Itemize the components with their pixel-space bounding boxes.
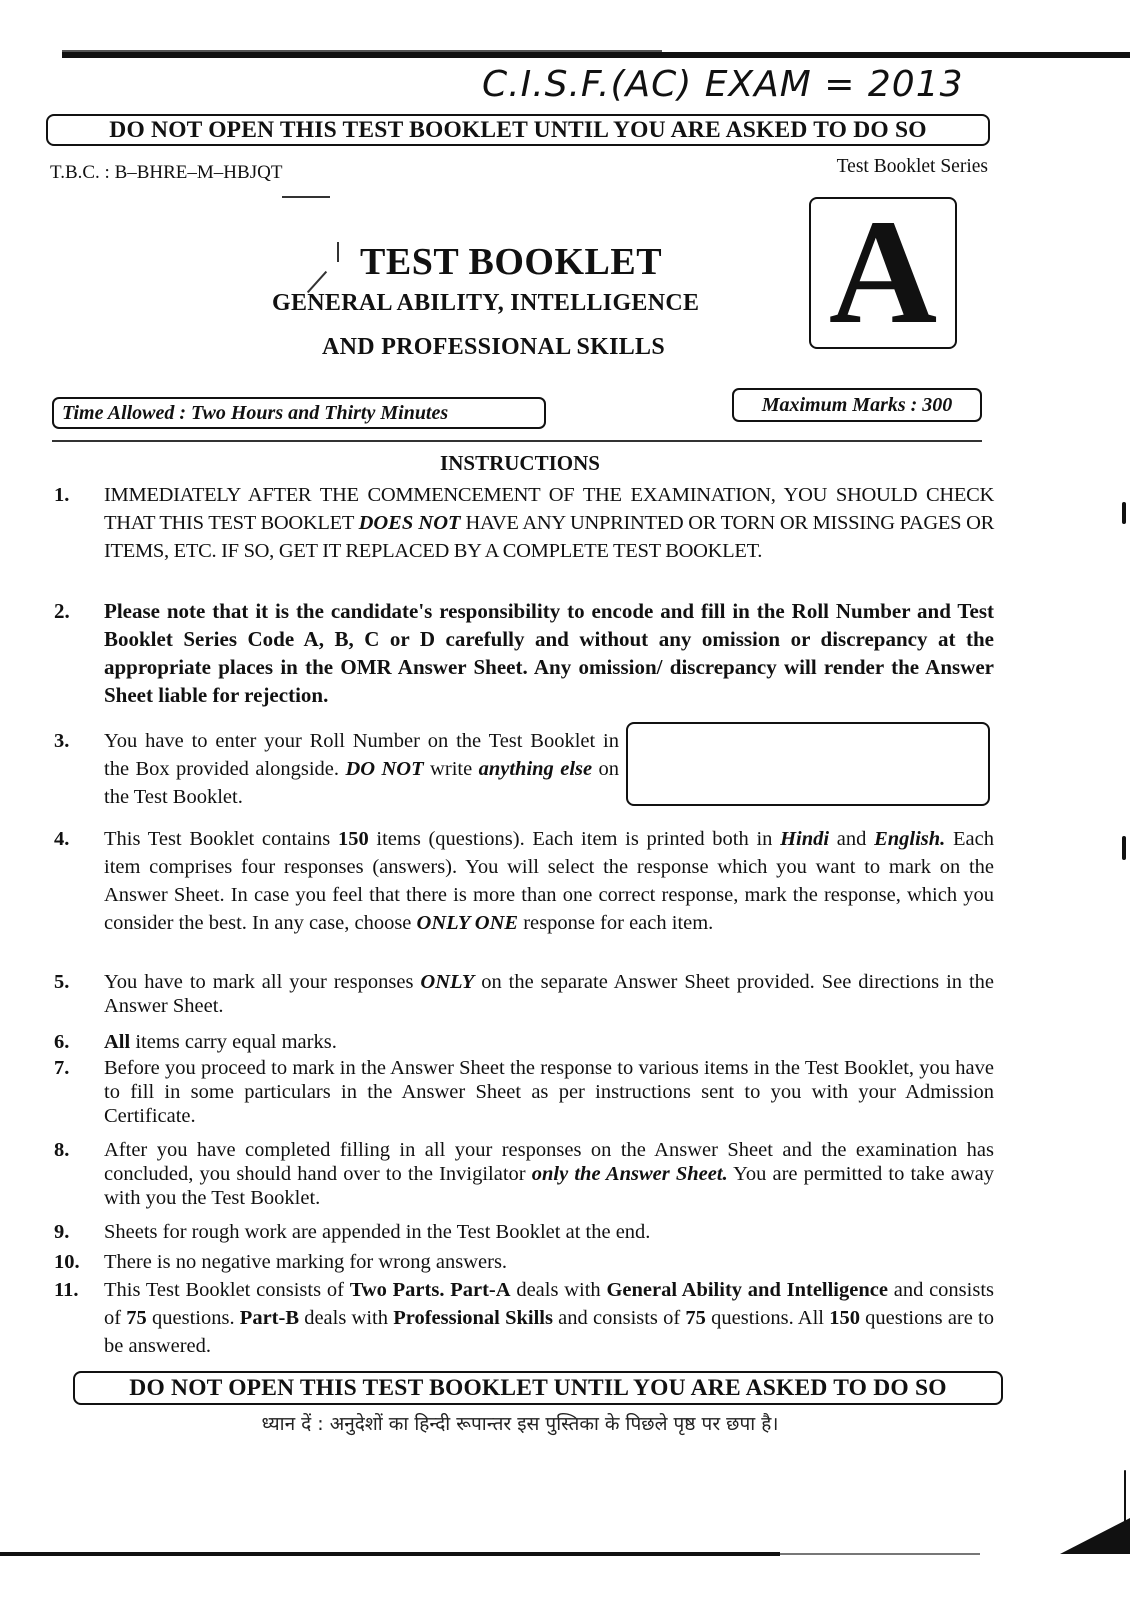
instruction-number: 9. — [54, 1221, 70, 1243]
instruction-text-run: Professional Skills — [393, 1307, 553, 1329]
instruction-text — [104, 1138, 994, 1210]
instruction-text-run: 150 — [829, 1307, 860, 1329]
instruction-item-9 — [54, 1220, 994, 1244]
scan-edge-mark — [1122, 836, 1126, 860]
tbc-underline — [282, 196, 330, 198]
instruction-text-run: and — [829, 828, 875, 850]
instruction-number: 11. — [54, 1279, 79, 1301]
instruction-text-run: DOES NOT — [358, 512, 461, 534]
instruction-number: 8. — [54, 1139, 70, 1161]
instruction-text-run: items carry equal marks. — [130, 1031, 337, 1053]
instruction-item-6 — [54, 1030, 994, 1054]
instruction-item-7 — [54, 1056, 994, 1128]
instruction-text-run: 150 — [337, 828, 369, 850]
instruction-text-run: and consists of — [552, 1307, 686, 1329]
instruction-text-run: questions are to be answered. — [104, 1307, 995, 1357]
instruction-text-run: on the Test Booklet. — [104, 758, 620, 808]
instruction-number: 10. — [54, 1251, 80, 1273]
instruction-text-run: You have to enter your Roll Number on the Test Booklet in the Box provided alongside. — [104, 730, 619, 780]
instruction-text-run: HAVE ANY UNPRINTED OR TORN OR MISSING PAGES OR ITEMS, ETC. IF SO, GET IT REPLACED BY A COMPLETE TEST BOOKLET. — [104, 512, 994, 562]
instruction-text-run: Hindi — [780, 828, 830, 850]
instruction-text — [104, 1276, 994, 1360]
instruction-number: 6. — [54, 1031, 70, 1053]
instruction-text-run: anything else — [478, 758, 593, 780]
instruction-text-run: All — [104, 1031, 131, 1053]
instruction-text-run: Sheets for rough work are appended in the Test Booklet at the end. — [104, 1221, 651, 1243]
instruction-text-run: This Test Booklet contains — [104, 828, 338, 850]
test-booklet-series-label: Test Booklet Series — [836, 156, 988, 177]
instruction-number: 2. — [54, 599, 70, 623]
handwritten-exam-note: C.I.S.F.(AC) EXAM = 2013 — [482, 64, 964, 105]
top-rule — [62, 52, 1130, 58]
instruction-text — [104, 825, 994, 937]
instruction-text-run: Part-B — [239, 1307, 299, 1329]
warning-banner-top: DO NOT OPEN THIS TEST BOOKLET UNTIL YOU ARE ASKED TO DO SO — [46, 114, 990, 146]
instruction-text-run: items (questions). Each item is printed both in — [368, 828, 781, 850]
scan-corner-shadow — [1060, 1518, 1130, 1554]
instruction-text-run: Before you proceed to mark in the Answer Sheet the response to various items in the Test Booklet, you have to fill in some particulars in the Answer Sheet as per instructions sent to you with your Admission Certificate. — [104, 1057, 994, 1127]
instruction-number: 7. — [54, 1057, 70, 1079]
time-allowed-box: Time Allowed : Two Hours and Thirty Minutes — [52, 397, 546, 429]
divider-rule — [52, 440, 982, 442]
instruction-text — [104, 597, 994, 709]
instruction-text-run: questions. — [146, 1307, 240, 1329]
instruction-item-10 — [54, 1250, 994, 1274]
instruction-item-11 — [54, 1276, 994, 1360]
instruction-text-run: questions. All — [705, 1307, 830, 1329]
instruction-text-run: 75 — [126, 1307, 147, 1329]
bottom-rule-thin — [780, 1553, 980, 1555]
instruction-text-run: Two Parts. Part-A — [349, 1279, 511, 1301]
instruction-text-run: only the Answer Sheet. — [531, 1163, 728, 1185]
booklet-subtitle-line2: AND PROFESSIONAL SKILLS — [322, 334, 665, 360]
instruction-item-3 — [54, 727, 619, 811]
instruction-item-2 — [54, 597, 994, 709]
instruction-text — [104, 1030, 994, 1054]
instruction-text — [104, 727, 619, 811]
scan-edge-mark — [1122, 502, 1126, 524]
instruction-text-run: ONLY — [420, 971, 475, 993]
tbc-code: T.B.C. : B–BHRE–M–HBJQT — [50, 162, 283, 183]
instruction-text — [104, 1250, 994, 1274]
instruction-text-run: 75 — [685, 1307, 706, 1329]
instruction-item-1 — [54, 481, 994, 565]
instruction-text-run: You are permitted to take away with you the Test Booklet. — [104, 1163, 995, 1209]
booklet-subtitle-line1: GENERAL ABILITY, INTELLIGENCE — [272, 290, 700, 316]
instruction-number: 3. — [54, 730, 70, 752]
instruction-text-run: ONLY ONE — [416, 912, 519, 934]
instruction-number: 1. — [54, 484, 70, 506]
instruction-text-run: response for each item. — [518, 912, 714, 934]
instruction-text-run: This Test Booklet consists of — [104, 1279, 350, 1301]
instruction-text-run: English. — [874, 828, 946, 850]
instruction-text-run: deals with — [299, 1307, 394, 1329]
instruction-item-5 — [54, 970, 994, 1018]
instruction-text-run: on the separate Answer Sheet provided. See directions in the Answer Sheet. — [104, 971, 994, 1017]
instruction-text-run: You have to mark all your responses — [104, 971, 421, 993]
series-code-letter: A — [828, 189, 938, 355]
maximum-marks-box: Maximum Marks : 300 — [732, 388, 982, 422]
instruction-text-run: IMMEDIATELY AFTER THE COMMENCEMENT OF THE EXAMINATION, YOU SHOULD CHECK THAT THIS TEST BOOKLET — [104, 484, 994, 534]
instruction-text-run: Please note that it is the candidate's responsibility to encode and fill in the Roll Number and Test Booklet Series Code A, B, C or D carefully and without any omission or discrepancy at the appropriate places in the OMR Answer Sheet. Any omission/ discrepancy will render the Answer Sheet liable for rejection. — [104, 599, 994, 707]
hindi-translation-note: ध्यान दें : अनुदेशों का हिन्दी रूपान्तर इस पुस्तिका के पिछले पृष्ठ पर छपा है। — [261, 1413, 779, 1435]
instruction-text-run: General Ability and Intelligence — [606, 1279, 888, 1301]
instruction-text-run: write — [423, 758, 479, 780]
instruction-text-run: DO NOT — [345, 758, 424, 780]
warning-banner-bottom: DO NOT OPEN THIS TEST BOOKLET UNTIL YOU ARE ASKED TO DO SO — [73, 1371, 1003, 1405]
instruction-text-run: After you have completed filling in all your responses on the Answer Sheet and the examination has concluded, you should hand over to the Invigilator — [104, 1139, 994, 1185]
instruction-text-run: There is no negative marking for wrong answers. — [104, 1251, 508, 1273]
instruction-text — [104, 1056, 994, 1128]
bottom-rule — [0, 1552, 780, 1556]
series-code-box — [809, 189, 957, 355]
instruction-number: 4. — [54, 828, 70, 850]
instructions-heading: INSTRUCTIONS — [440, 451, 600, 475]
instruction-text-run: Each item comprises four responses (answers). You will select the response which you want to mark on the Answer Sheet. In case you feel that there is more than one correct response, mark the response, which you consider the best. In any case, choose — [104, 828, 994, 934]
instruction-text-run: deals with — [510, 1279, 607, 1301]
instruction-text — [104, 481, 994, 565]
instruction-item-8 — [54, 1138, 994, 1210]
instruction-text-run: and consists of — [104, 1279, 995, 1329]
booklet-title: TEST BOOKLET — [360, 241, 663, 283]
instruction-text — [104, 970, 994, 1018]
instruction-item-4 — [54, 825, 994, 937]
instruction-number: 5. — [54, 971, 70, 993]
pen-mark — [337, 242, 339, 262]
roll-number-box[interactable] — [626, 722, 990, 806]
instruction-text — [104, 1220, 994, 1244]
